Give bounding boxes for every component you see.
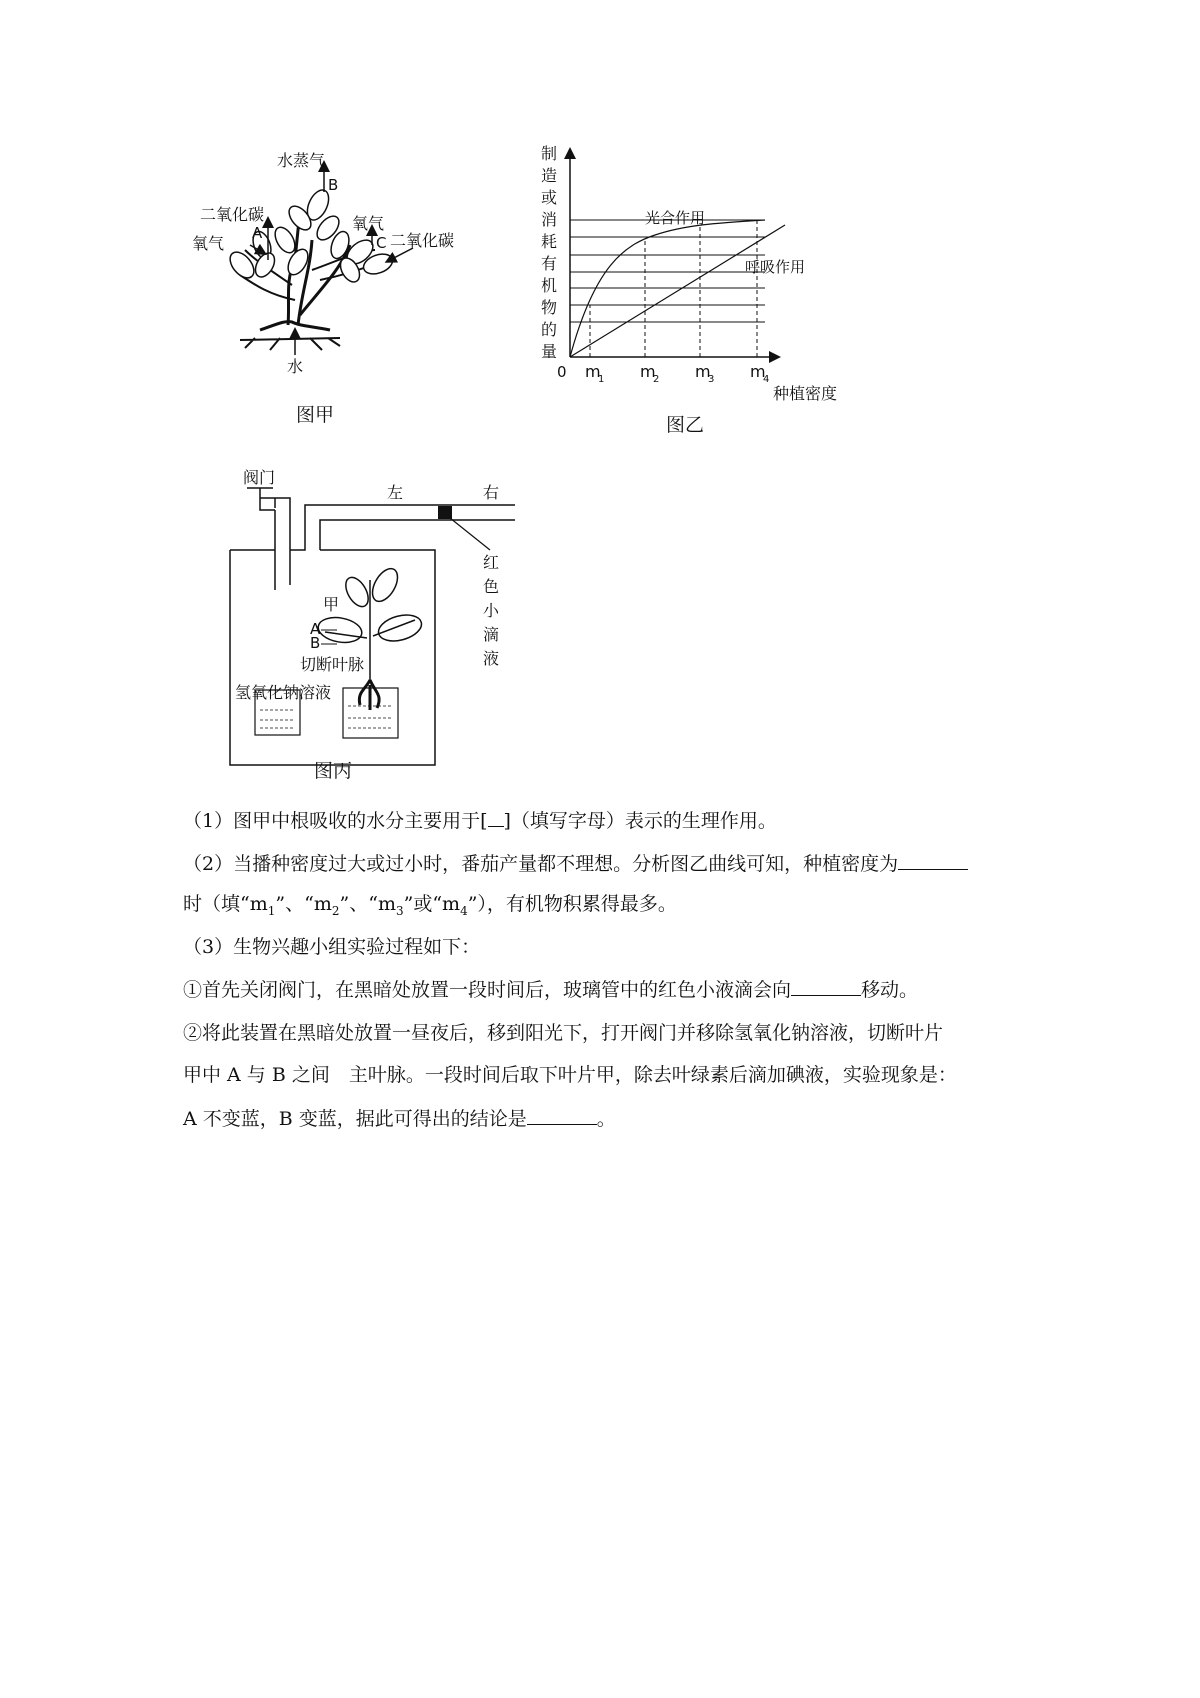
red-droplet-label-char: 色 [483,577,500,596]
label-o2-right: 氧气 [352,214,385,233]
plant-roots [240,338,340,350]
origin-label: 0 [557,363,567,381]
y-axis-label-char: 有 [541,254,558,273]
figure-jia-plant [192,150,520,420]
label-cut-vein: 切断叶脉 [300,655,365,674]
x-tick-label: m [585,362,601,381]
answer-blank-q3-step1[interactable] [791,977,861,996]
plant-leaves [225,187,395,286]
question-3-step2-line3: A 不变蓝，B 变蓝，据此可得出的结论是 。 [183,1108,616,1130]
y-axis-label-char: 量 [541,342,558,361]
caption-fig-bing: 图丙 [314,760,353,782]
question-3-step2-line1: ②将此装置在黑暗处放置一昼夜后，移到阳光下，打开阀门并移除氢氧化钠溶液，切断叶片 [183,1022,944,1044]
red-droplet-label-char: 红 [483,553,500,572]
question-2-line1: （2）当播种密度过大或过小时，番茄产量都不理想。分析图乙曲线可知，种植密度为 [183,851,968,876]
caption-fig-yi: 图乙 [666,414,705,436]
label-valve: 阀门 [243,468,276,487]
label-a: A [310,620,321,638]
answer-blank-q1[interactable] [488,808,504,827]
x-tick-subscript: 3 [708,374,715,385]
y-axis-label-char: 造 [541,166,558,185]
label-leaf-jia: 甲 [323,595,340,614]
red-droplet-label-char: 小 [483,601,500,620]
red-droplet-label-char: 滴 [483,625,500,644]
x-axis-label: 种植密度 [773,384,838,403]
label-co2-right: 二氧化碳 [390,231,455,250]
x-tick-label: m [750,362,766,381]
question-1: （1）图甲中根吸收的水分主要用于[ ]（填写字母）表示的生理作用。 [183,810,777,832]
x-tick-label: m [695,362,711,381]
y-axis-label-char: 的 [541,320,558,339]
letter-a: A [252,224,263,242]
x-tick-subscript: 4 [763,374,770,385]
question-3-header: （3）生物兴趣小组实验过程如下： [183,936,481,958]
answer-blank-q3-step2[interactable] [527,1106,597,1125]
label-water-vapor: 水蒸气 [277,151,326,170]
red-droplet-label-char: 液 [483,649,500,668]
y-axis-label-char: 物 [541,298,558,317]
figure-bing-apparatus [225,470,525,760]
label-co2-left: 二氧化碳 [200,205,265,224]
answer-blank-q2[interactable] [898,851,968,870]
y-axis-label-char: 耗 [541,232,558,251]
figure-yi-chart [535,145,855,415]
respiration-line [570,225,785,357]
question-3-step2-line2: 甲中 A 与 B 之间 主叶脉。一段时间后取下叶片甲，除去叶绿素后滴加碘液，实验现象是： [183,1064,957,1086]
y-axis-label-char: 消 [541,210,558,229]
series-label-photosynthesis: 光合作用 [645,209,706,227]
label-b: B [310,634,321,652]
letter-b: B [328,176,339,194]
y-axis-label-char: 机 [541,276,558,295]
label-water: 水 [287,357,304,376]
question-3-step1: ①首先关闭阀门，在黑暗处放置一段时间后，玻璃管中的红色小液滴会向 移动。 [183,979,919,1001]
letter-c: C [376,234,387,252]
y-axis-label-char: 制 [541,144,558,163]
x-tick-subscript: 2 [653,374,660,385]
x-tick-subscript: 1 [598,374,605,385]
label-naoh: 氢氧化钠溶液 [235,683,332,702]
question-2-line2: 时（填“$m_1$”、“$m_2$”、“$m_3$”或“$m_4$”），有机物积累得最多。 [183,893,677,918]
label-right: 右 [483,483,500,502]
label-o2-left: 氧气 [192,234,225,253]
label-left: 左 [387,483,404,502]
x-tick-label: m [640,362,656,381]
caption-fig-jia: 图甲 [296,404,335,426]
series-label-respiration: 呼吸作用 [745,258,806,276]
red-droplet [438,506,452,519]
y-axis-label-char: 或 [541,188,558,207]
